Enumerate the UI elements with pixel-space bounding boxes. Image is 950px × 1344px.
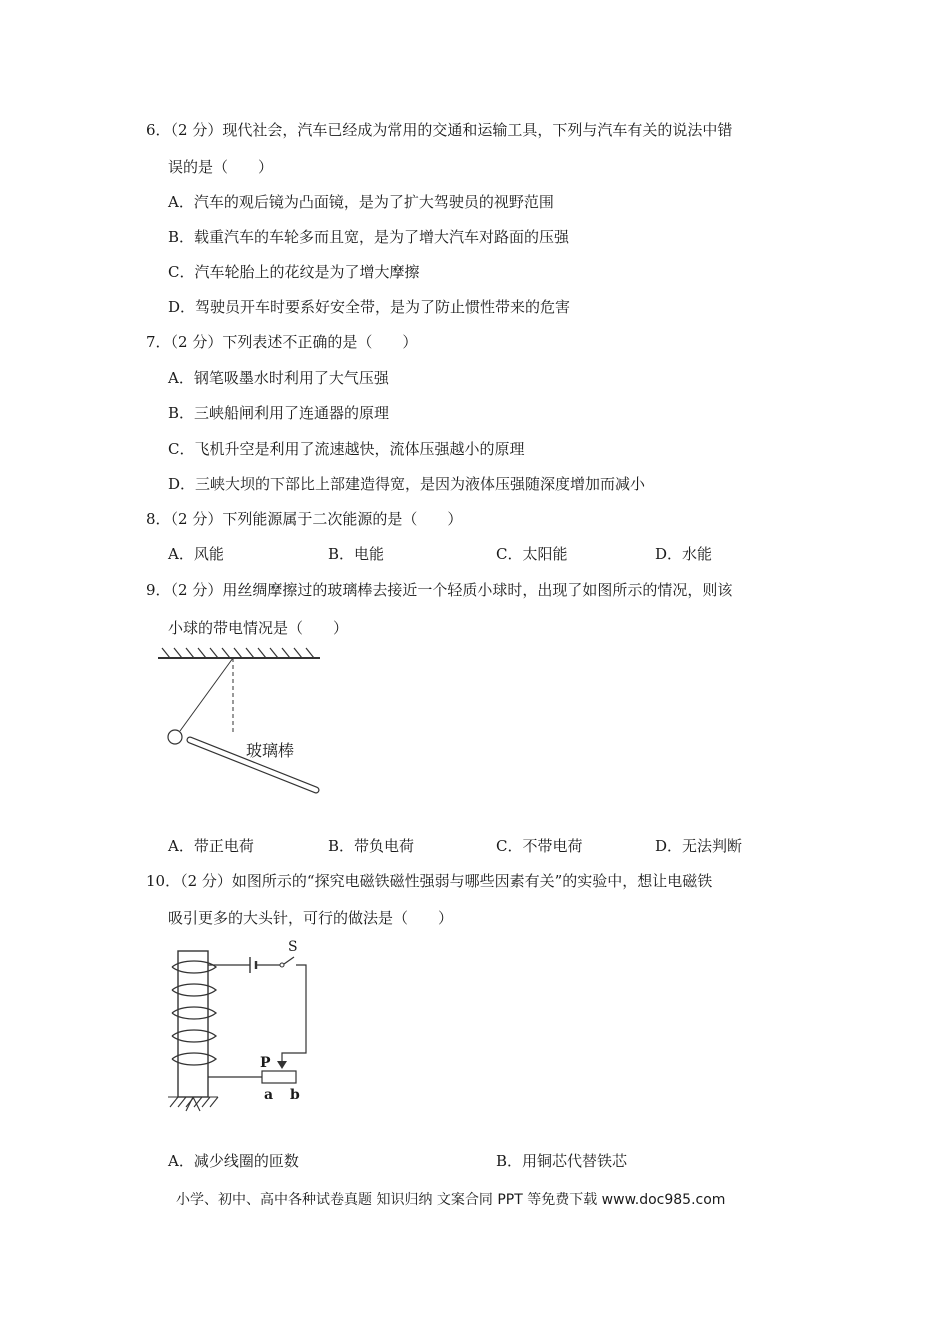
question-9-stem-cont: 小球的带电情况是（ ） bbox=[168, 619, 349, 637]
wire-right bbox=[282, 965, 306, 1067]
switch-label: S bbox=[288, 939, 298, 955]
glass-rod-label: 玻璃棒 bbox=[246, 741, 295, 760]
q9-option-a: A．带正电荷 bbox=[168, 837, 254, 855]
q7-option-c: C．飞机升空是利用了流速越快，流体压强越小的原理 bbox=[168, 440, 525, 458]
page-footer: 小学、初中、高中各种试卷真题 知识归纳 文案合同 PPT 等免费下载 www.doc985.com bbox=[176, 1192, 726, 1208]
question-number: 10． bbox=[146, 872, 181, 890]
q8-option-c: C．太阳能 bbox=[496, 545, 568, 563]
q10-option-a: A．减少线圈的匝数 bbox=[168, 1152, 299, 1170]
question-9-stem bbox=[146, 580, 732, 600]
rheostat-end-b-label: b bbox=[290, 1087, 300, 1103]
battery-symbol bbox=[250, 957, 256, 973]
question-text: 下列能源属于二次能源的是（ ） bbox=[222, 510, 463, 528]
slider-label: P bbox=[260, 1055, 271, 1071]
question-text: 用丝绸摩擦过的玻璃棒去接近一个轻质小球时，出现了如图所示的情况，则该 bbox=[222, 581, 733, 599]
stand-base bbox=[168, 1097, 218, 1111]
q9-option-d: D．无法判断 bbox=[655, 837, 743, 855]
q9-option-c: C．不带电荷 bbox=[496, 837, 583, 855]
rheostat-end-a-label: a bbox=[264, 1087, 274, 1103]
question-score: （2 分） bbox=[180, 872, 232, 890]
question-score: （2 分） bbox=[170, 333, 223, 351]
pendulum-glass-rod-figure bbox=[150, 640, 340, 805]
ceiling-hatching bbox=[162, 648, 314, 658]
q6-option-c: C．汽车轮胎上的花纹是为了增大摩擦 bbox=[168, 263, 420, 281]
q10-option-b: B．用铜芯代替铁芯 bbox=[496, 1152, 628, 1170]
rheostat bbox=[262, 1071, 296, 1083]
question-number: 9． bbox=[146, 581, 171, 599]
q6-option-d: D．驾驶员开车时要系好安全带，是为了防止惯性带来的危害 bbox=[168, 298, 571, 316]
light-ball bbox=[168, 730, 182, 744]
question-7-stem bbox=[146, 332, 417, 352]
question-8-stem bbox=[146, 509, 462, 529]
question-text: 下列表述不正确的是（ ） bbox=[222, 333, 418, 351]
q7-option-a: A．钢笔吸墨水时利用了大气压强 bbox=[168, 369, 389, 387]
question-number: 8． bbox=[146, 510, 171, 528]
q7-option-b: B．三峡船闸利用了连通器的原理 bbox=[168, 404, 390, 422]
question-6-stem bbox=[146, 120, 732, 140]
question-text: 现代社会，汽车已经成为常用的交通和运输工具，下列与汽车有关的说法中错 bbox=[222, 121, 733, 139]
slider-arrow bbox=[277, 1061, 287, 1069]
q8-option-d: D．水能 bbox=[655, 545, 713, 563]
electromagnet-circuit-figure bbox=[160, 935, 340, 1115]
question-score: （2 分） bbox=[170, 510, 223, 528]
question-score: （2 分） bbox=[170, 121, 223, 139]
question-10-stem-cont: 吸引更多的大头针，可行的做法是（ ） bbox=[168, 909, 454, 927]
question-text: 如图所示的“探究电磁铁磁性强弱与哪些因素有关”的实验中，想让电磁铁 bbox=[231, 872, 713, 890]
question-number: 7． bbox=[146, 333, 171, 351]
q7-option-d: D．三峡大坝的下部比上部建造得宽，是因为液体压强随深度增加而减小 bbox=[168, 475, 646, 493]
pendulum-string bbox=[180, 658, 233, 731]
question-10-stem bbox=[146, 871, 712, 891]
q9-option-b: B．带负电荷 bbox=[328, 837, 415, 855]
question-6-stem-cont: 误的是（ ） bbox=[168, 158, 274, 176]
switch-symbol bbox=[280, 957, 294, 967]
question-number: 6． bbox=[146, 121, 171, 139]
q6-option-b: B．载重汽车的车轮多而且宽，是为了增大汽车对路面的压强 bbox=[168, 228, 570, 246]
question-score: （2 分） bbox=[170, 581, 223, 599]
q8-option-a: A．风能 bbox=[168, 545, 224, 563]
q6-option-a: A．汽车的观后镜为凸面镜，是为了扩大驾驶员的视野范围 bbox=[168, 193, 554, 211]
q8-option-b: B．电能 bbox=[328, 545, 385, 563]
